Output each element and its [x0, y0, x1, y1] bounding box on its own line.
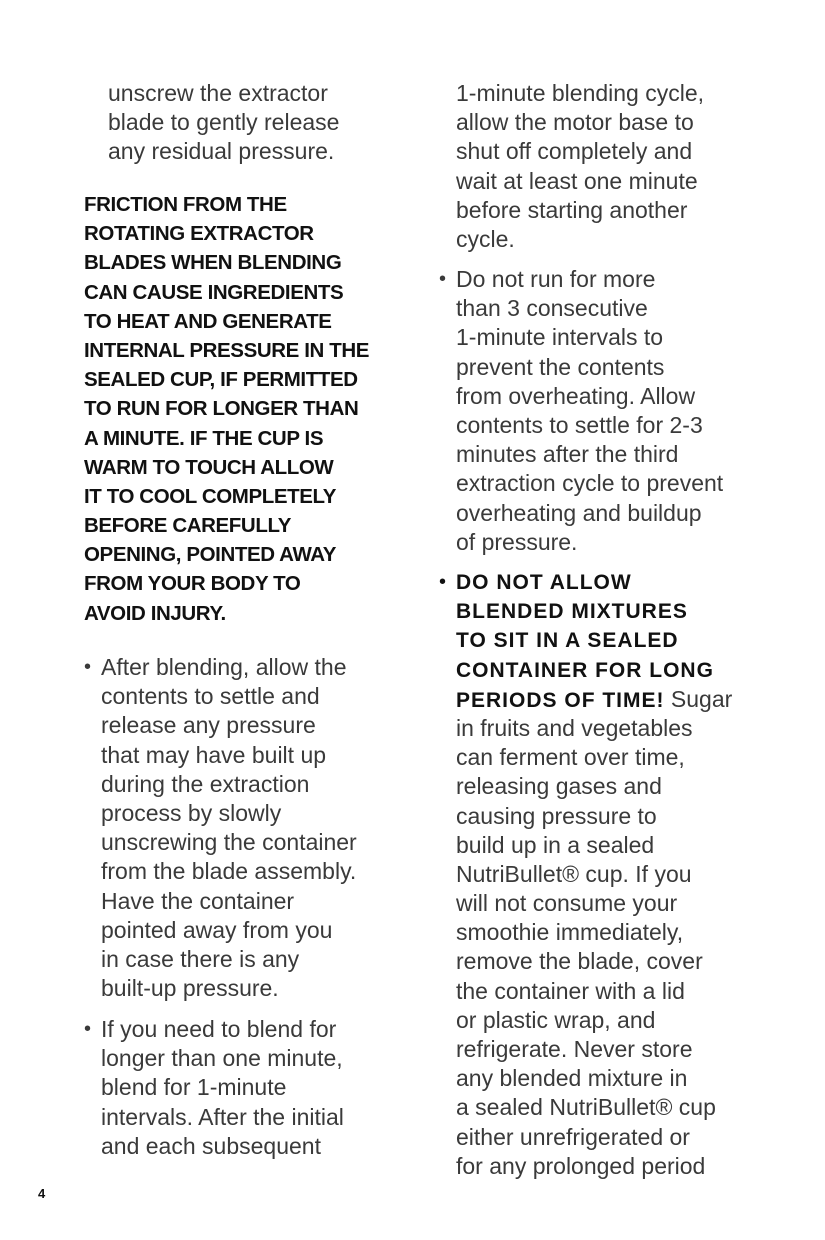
text-line	[84, 336, 369, 365]
text-line	[84, 453, 369, 482]
text-line-content: that may have built up	[101, 741, 327, 768]
text-line	[456, 167, 704, 196]
bullet-marker: •	[84, 1018, 92, 1040]
text-line	[456, 685, 732, 714]
right-intro-paragraph	[456, 79, 704, 254]
bullet-marker: •	[439, 571, 447, 593]
text-line	[456, 626, 732, 655]
text-line-content: wait at least one minute	[456, 167, 698, 194]
text-line	[456, 469, 723, 498]
text-line-content: intervals. After the initial	[101, 1103, 344, 1130]
text-line	[456, 802, 732, 831]
text-line-content: overheating and buildup	[456, 499, 702, 526]
text-line	[456, 528, 723, 557]
text-line-content: and each subsequent	[101, 1132, 321, 1159]
text-line	[108, 79, 339, 108]
text-line-content: IT TO COOL COMPLETELY	[84, 484, 337, 508]
text-line-content: cycle.	[456, 225, 515, 252]
text-line	[108, 137, 339, 166]
text-line-content: TO HEAT AND GENERATE	[84, 309, 332, 333]
text-line-content: or plastic wrap, and	[456, 1006, 656, 1033]
bullet-consecutive-intervals	[456, 265, 723, 557]
text-line	[456, 499, 723, 528]
text-line-content: any residual pressure.	[108, 138, 335, 165]
text-line	[456, 265, 723, 294]
text-line-content: extraction cycle to prevent	[456, 470, 724, 497]
text-line	[84, 511, 369, 540]
text-line-content: ROTATING EXTRACTOR	[84, 222, 314, 246]
text-line	[456, 1064, 732, 1093]
text-line-content: CAN CAUSE INGREDIENTS	[84, 280, 344, 304]
text-line-content: FRICTION FROM THE	[84, 193, 287, 216]
text-line-content: BLADES WHEN BLENDING	[84, 251, 342, 275]
text-line-content: build up in a sealed	[456, 831, 655, 858]
text-line-content: OPENING, POINTED AWAY	[84, 543, 337, 567]
text-line-content: pointed away from you	[101, 916, 333, 943]
text-line-content: than 3 consecutive	[456, 295, 648, 322]
text-line-content: blend for 1-minute	[101, 1074, 287, 1101]
text-line-content: can ferment over time,	[456, 744, 685, 771]
text-line	[456, 889, 732, 918]
text-line-content: 1-minute intervals to	[456, 324, 664, 351]
text-line	[456, 860, 732, 889]
text-line-content: BEFORE CAREFULLY	[84, 514, 291, 538]
text-line-content: process by slowly	[101, 799, 282, 826]
text-line	[101, 1044, 344, 1073]
text-line-content: from overheating. Allow	[456, 382, 696, 409]
friction-warning	[84, 190, 369, 628]
left-intro-paragraph	[108, 79, 339, 167]
text-line-content: release any pressure	[101, 712, 316, 739]
text-line-content: the container with a lid	[456, 977, 685, 1004]
text-line-content: built-up pressure.	[101, 975, 279, 1002]
text-line	[101, 887, 357, 916]
text-line-content: If you need to blend for	[101, 1016, 337, 1042]
bullet-after-blending	[101, 653, 357, 1003]
text-line	[84, 190, 369, 219]
text-line-content: Have the container	[101, 887, 295, 914]
text-line-content: in fruits and vegetables	[456, 714, 693, 741]
text-line	[101, 741, 357, 770]
text-line-content: TO RUN FOR LONGER THAN	[84, 397, 359, 421]
text-line	[456, 918, 732, 947]
text-line-content: A MINUTE. IF THE CUP IS	[84, 426, 324, 450]
text-line-content: of pressure.	[456, 528, 578, 555]
text-line	[456, 294, 723, 323]
text-line	[101, 1073, 344, 1102]
text-line	[84, 248, 369, 277]
text-line-content: before starting another	[456, 196, 688, 223]
text-line	[84, 569, 369, 598]
text-line	[456, 831, 732, 860]
text-line	[456, 597, 732, 626]
text-line	[84, 540, 369, 569]
text-line	[456, 714, 732, 743]
text-line-content: allow the motor base to	[456, 109, 694, 136]
text-line	[456, 743, 732, 772]
text-line	[456, 137, 704, 166]
text-line	[456, 1035, 732, 1064]
text-line	[84, 219, 369, 248]
text-line	[456, 1006, 732, 1035]
text-line	[101, 653, 357, 682]
text-line	[84, 599, 369, 628]
text-line-content: causing pressure to	[456, 802, 657, 829]
text-line	[101, 1132, 344, 1161]
text-line-content: After blending, allow the	[101, 654, 347, 680]
text-line	[101, 682, 357, 711]
text-line-content: either unrefrigerated or	[456, 1123, 690, 1150]
text-line-content: unscrew the extractor	[108, 80, 328, 106]
text-line-content: blade to gently release	[108, 109, 340, 136]
text-line-content: NutriBullet® cup. If you	[456, 860, 692, 887]
text-line	[84, 424, 369, 453]
text-line-content: Do not run for more	[456, 266, 656, 292]
text-line	[84, 307, 369, 336]
text-line	[101, 799, 357, 828]
text-line	[101, 1103, 344, 1132]
text-line	[456, 772, 732, 801]
text-line	[84, 365, 369, 394]
text-line	[456, 196, 704, 225]
text-line	[456, 1123, 732, 1152]
text-line-content: in case there is any	[101, 945, 300, 972]
text-line-content: AVOID INJURY.	[84, 601, 226, 625]
text-line-content: for any prolonged period	[456, 1152, 706, 1179]
text-line	[456, 353, 723, 382]
text-line-content: SEALED CUP, IF PERMITTED	[84, 368, 358, 392]
text-line	[456, 947, 732, 976]
sealed-warning-heading	[456, 568, 732, 714]
text-line-content: refrigerate. Never store	[456, 1036, 693, 1062]
text-line-content: contents to settle for 2-3	[456, 411, 703, 438]
text-line-content: from the blade assembly.	[101, 858, 357, 885]
text-line	[84, 278, 369, 307]
text-line-content: DO NOT ALLOW	[456, 571, 632, 594]
text-line-content: longer than one minute,	[101, 1045, 343, 1072]
text-line-content: BLENDED MIXTURES	[456, 600, 688, 624]
text-line	[456, 411, 723, 440]
text-line	[456, 225, 704, 254]
text-line-content: prevent the contents	[456, 353, 665, 380]
text-line	[456, 323, 723, 352]
text-line-content: during the extraction	[101, 770, 310, 797]
text-line-content: WARM TO TOUCH ALLOW	[84, 455, 334, 479]
text-line-content: contents to settle and	[101, 683, 320, 710]
bullet-blend-intervals	[101, 1015, 344, 1161]
text-line-content: unscrewing the container	[101, 829, 357, 856]
text-line-content: any blended mixture in	[456, 1065, 688, 1092]
text-line-content: shut off completely and	[456, 138, 693, 165]
text-line-content: INTERNAL PRESSURE IN THE	[84, 338, 370, 362]
text-line	[456, 977, 732, 1006]
text-line	[456, 656, 732, 685]
text-line-content: 1-minute blending cycle,	[456, 80, 705, 106]
text-line	[101, 828, 357, 857]
text-line	[108, 108, 339, 137]
text-line-content: PERIODS OF TIME!	[456, 688, 665, 712]
text-line	[101, 916, 357, 945]
text-line	[456, 382, 723, 411]
text-line-content: will not consume your	[456, 890, 678, 917]
text-line-content: remove the blade, cover	[456, 948, 703, 975]
text-line	[101, 770, 357, 799]
text-line-content: a sealed NutriBullet® cup	[456, 1094, 716, 1121]
bullet-sealed-container-warning	[456, 568, 732, 1181]
text-line	[456, 108, 704, 137]
text-line-content: CONTAINER FOR LONG	[456, 658, 714, 682]
text-line	[456, 79, 704, 108]
text-line	[456, 1093, 732, 1122]
text-line-content: minutes after the third	[456, 441, 679, 468]
text-line	[101, 945, 357, 974]
text-line	[101, 857, 357, 886]
text-line-content: releasing gases and	[456, 773, 662, 800]
text-line-content: TO SIT IN A SEALED	[456, 629, 679, 653]
bullet-marker: •	[84, 656, 92, 678]
sealed-warning-body-start: Sugar	[664, 685, 733, 712]
text-line	[456, 440, 723, 469]
text-line-content: FROM YOUR BODY TO	[84, 572, 301, 596]
text-line	[84, 482, 369, 511]
text-line	[456, 1152, 732, 1181]
text-line	[84, 394, 369, 423]
sealed-warning-body	[456, 714, 732, 1181]
text-line	[101, 974, 357, 1003]
bullet-marker: •	[439, 268, 447, 290]
text-line	[456, 568, 732, 597]
text-line	[101, 1015, 344, 1044]
text-line-content: smoothie immediately,	[456, 919, 684, 946]
text-line	[101, 711, 357, 740]
page-number: 4	[38, 1186, 46, 1201]
